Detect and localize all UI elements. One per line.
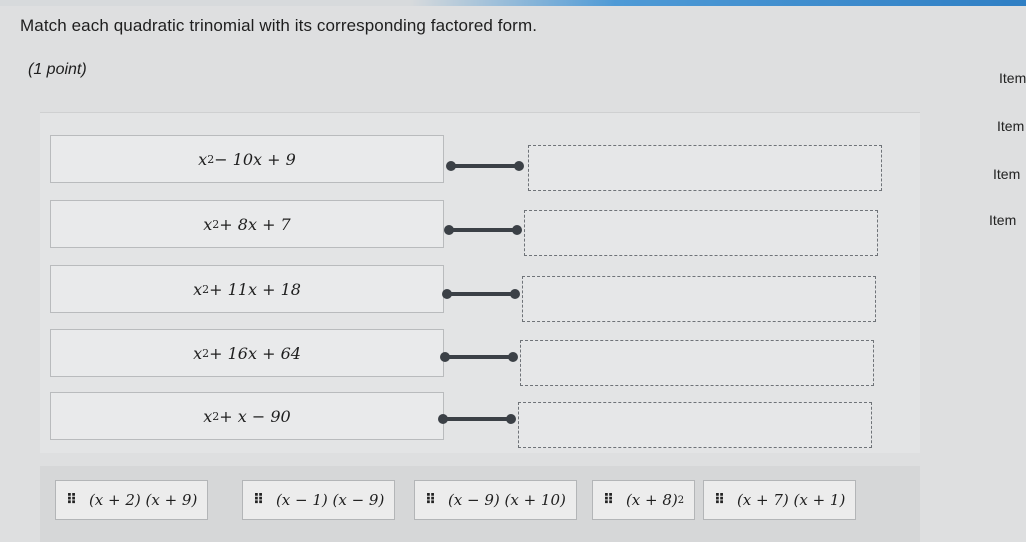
side-item[interactable]: Item [997,118,1025,134]
trinomial-rest: + 16x + 64 [209,343,301,363]
answer-text: (x + 7) (x + 1) [736,491,846,509]
connector-start-handle[interactable] [446,161,456,171]
answer-drop-zone[interactable] [524,210,878,256]
connector-start-handle[interactable] [442,289,452,299]
trinomial-box [50,135,444,183]
connector-start-handle[interactable] [438,414,448,424]
trinomial-base: x [203,214,213,234]
connector-end-handle[interactable] [514,161,524,171]
answer-drop-zone[interactable] [520,340,874,386]
answer-text: (x − 1) (x − 9) [275,491,385,509]
trinomial-rest: + 11x + 18 [209,279,301,299]
trinomial-box [50,265,444,313]
side-item[interactable]: Item [989,212,1017,228]
answer-chip[interactable] [55,480,208,520]
drag-handle-icon[interactable]: ⠿ [714,492,725,508]
drag-handle-icon[interactable]: ⠿ [425,492,436,508]
connector-line [446,292,516,296]
answer-chip[interactable] [242,480,395,520]
match-connector[interactable] [442,289,520,299]
question-points: (1 point) [28,61,87,78]
trinomial-box [50,200,444,248]
trinomial-rest: + x − 90 [219,406,291,426]
top-accent-bar [0,0,1026,6]
connector-line [442,417,512,421]
trinomial-base: x [198,149,208,169]
answer-chip[interactable] [414,480,577,520]
connector-start-handle[interactable] [444,225,454,235]
trinomial-exponent: 2 [212,409,220,423]
connector-line [444,355,514,359]
trinomial-base: x [203,406,213,426]
answer-drop-zone[interactable] [518,402,872,448]
connector-end-handle[interactable] [506,414,516,424]
trinomial-base: x [193,279,203,299]
connector-line [448,228,518,232]
connector-line [450,164,520,168]
trinomial-box [50,392,444,440]
match-connector[interactable] [444,225,522,235]
match-connector[interactable] [440,352,518,362]
drag-handle-icon[interactable]: ⠿ [253,492,264,508]
answer-chip[interactable] [592,480,695,520]
connector-end-handle[interactable] [508,352,518,362]
match-connector[interactable] [438,414,516,424]
answer-text: (x + 2) (x + 9) [88,491,198,509]
drag-handle-icon[interactable]: ⠿ [603,492,614,508]
answer-drop-zone[interactable] [528,145,882,191]
answer-exponent: 2 [677,494,685,506]
question-title: Match each quadratic trinomial with its corresponding factored form. [20,16,538,35]
side-item[interactable]: Item [993,166,1021,182]
drag-handle-icon[interactable]: ⠿ [66,492,77,508]
connector-start-handle[interactable] [440,352,450,362]
connector-end-handle[interactable] [510,289,520,299]
answer-chip[interactable] [703,480,856,520]
connector-end-handle[interactable] [512,225,522,235]
answer-text: (x + 8) [625,491,678,509]
trinomial-exponent: 2 [212,217,220,231]
match-connector[interactable] [446,161,524,171]
answer-text: (x − 9) (x + 10) [447,491,566,509]
trinomial-base: x [193,343,203,363]
trinomial-rest: − 10x + 9 [214,149,296,169]
trinomial-exponent: 2 [202,282,210,296]
side-item[interactable]: Item [999,70,1026,86]
trinomial-exponent: 2 [207,152,215,166]
trinomial-exponent: 2 [202,346,210,360]
answer-drop-zone[interactable] [522,276,876,322]
trinomial-rest: + 8x + 7 [219,214,291,234]
trinomial-box [50,329,444,377]
